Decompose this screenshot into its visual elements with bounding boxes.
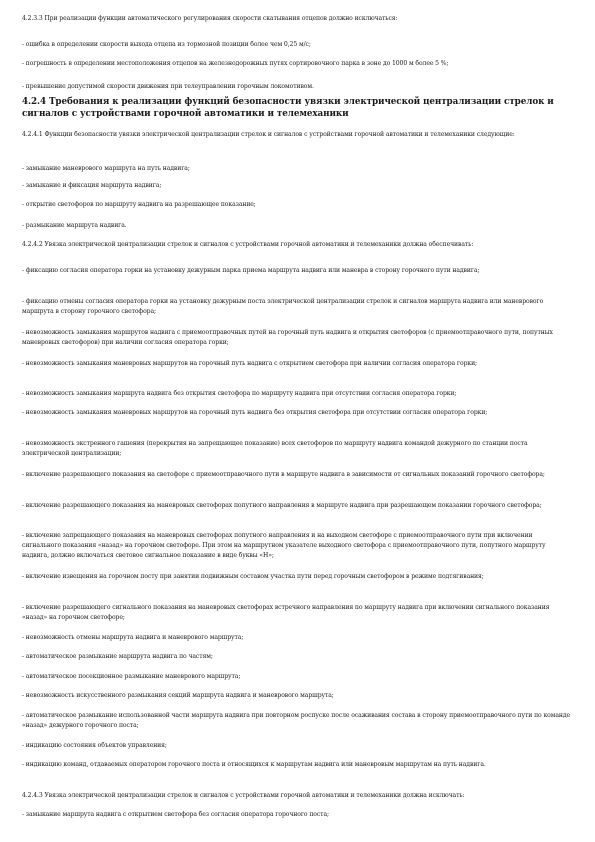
list-item: - невозможность замыкания маршрута надвига без открытия светофора по маршруту надвига при отсутствии согласия оператора горки; [22, 390, 457, 397]
paragraph-4-2-4-3: 4.2.4.3 Увязка электрической централизации стрелок и сигналов с устройствами горочной автоматики и телемеханики должна исключать: [22, 792, 465, 799]
list-item: - замыкание маневрового маршрута на путь надвига; [22, 165, 190, 172]
list-item: - включение разрешающего сигнального показания на маневровых светофорах встречного направления по маршруту надвига при включении сигнального показания «назад» на горочном светофоре; [22, 604, 550, 621]
list-item: - фиксацию согласия оператора горки на установку дежурным парка приема маршрута надвига или маневра в сторону горочного пути надвига; [22, 267, 480, 274]
list-item: - невозможность замыкания маневровых маршрутов на горочный путь надвига с открытием светофора при наличии согласия оператора горки; [22, 360, 478, 367]
list-item: - включение запрещающего показания на маневровых светофорах попутного направления и на выходном светофоре с приемоотправочного пути при включении сигнального показания «назад» на горочном светофоре. При этом на маршрутном указателе выходного светофора с приемоотправочного пути, попутного маршруту надвига, должно включаться световое сигнальное показание в виде буквы «Н»; [22, 532, 546, 559]
section-heading-4-2-4: 4.2.4 Требования к реализации функций безопасности увязки электрической централизации стрелок и сигналов с устройствами горочной автоматики и телемеханики [22, 97, 554, 119]
list-item: - невозможность замыкания маневровых маршрутов на горочный путь надвига без открытия светофора при отсутствии согласия оператора горки; [22, 409, 488, 416]
paragraph-4-2-4-2: 4.2.4.2 Увязка электрической централизации стрелок и сигналов с устройствами горочной автоматики и телемеханики должна обеспечивать: [22, 241, 474, 248]
list-item: - индикацию команд, отдаваемых оператором горочного поста и относящихся к маршрутам надвига или маневровым маршрутам на путь надвига. [22, 761, 486, 768]
list-item: - невозможность экстренного гашения (перекрытия на запрещающее показание) всех светофоров по маршруту надвига командой дежурного по станции поста электрической централизации; [22, 440, 528, 457]
list-item: - фиксацию отмены согласия оператора горки на установку дежурным поста электрической централизации стрелок и сигналов маршрута надвига или маневрового маршрута в сторону горочного светофора; [22, 298, 544, 315]
list-item: - невозможность замыкания маршрутов надвига с приемоотправочных путей на горочный путь надвига и открытия светофоров (с приемоотправочного пути, попутных маневровых светофоров) при наличии согласия оператора горки; [22, 329, 553, 346]
list-item: - открытие светофоров по маршруту надвига на разрешающее показание; [22, 201, 256, 208]
paragraph-4-2-4-1: 4.2.4.1 Функции безопасности увязки электрической централизации стрелок и сигналов с устройствами горочной автоматики и телемеханики следующие: [22, 131, 515, 138]
list-item: - замыкание маршрута надвига с открытием светофора без согласия оператора горочного поста; [22, 811, 329, 818]
list-item: - автоматическое посекционное размыкание маневрового маршрута; [22, 673, 241, 680]
list-item: - невозможность искусственного размыкания секций маршрута надвига и маневрового маршрута; [22, 692, 334, 699]
list-item: - включение разрешающего показания на светофоре с приемоотправочного пути в маршруте надвига в зависимости от сигнальных показаний горочного светофора; [22, 471, 545, 478]
list-item: - превышение допустимой скорости движения при телеуправлении горочным локомотивом. [22, 83, 314, 90]
list-item: - ошибка в определении скорости выхода отцепа из тормозной позиции более чем 0,25 м/с; [22, 41, 311, 48]
list-item: - включение разрешающего показания на маневровых светофорах попутного направления в маршруте надвига при разрешающем показании горочного светофора; [22, 502, 542, 509]
list-item: - автоматическое размыкание маршрута надвига по частям; [22, 653, 213, 660]
list-item: - замыкание и фиксация маршрута надвига; [22, 182, 162, 189]
list-item: - индикацию состояния объектов управления; [22, 742, 167, 749]
list-item: - невозможность отмены маршрута надвига и маневрового маршрута; [22, 634, 244, 641]
list-item: - размыкание маршрута надвига. [22, 222, 127, 229]
list-item: - автоматическое размыкание использованной части маршрута надвига при повторном роспуске после осаживания состава в сторону приемоотправочного пути по команде «назад» дежурного горочного поста; [22, 712, 571, 729]
list-item: - включение извещения на горочном посту при занятии подвижным составом участка пути перед горочным светофором в режиме подтягивания; [22, 573, 484, 580]
list-item: - погрешность в определении местоположения отцепов на железнодорожных путях сортировочного парка в зоне до 1000 м более 5 %; [22, 60, 449, 67]
paragraph-4-2-3-3: 4.2.3.3 При реализации функции автоматического регулирования скорости скатывания отцепов должно исключаться: [22, 15, 398, 22]
